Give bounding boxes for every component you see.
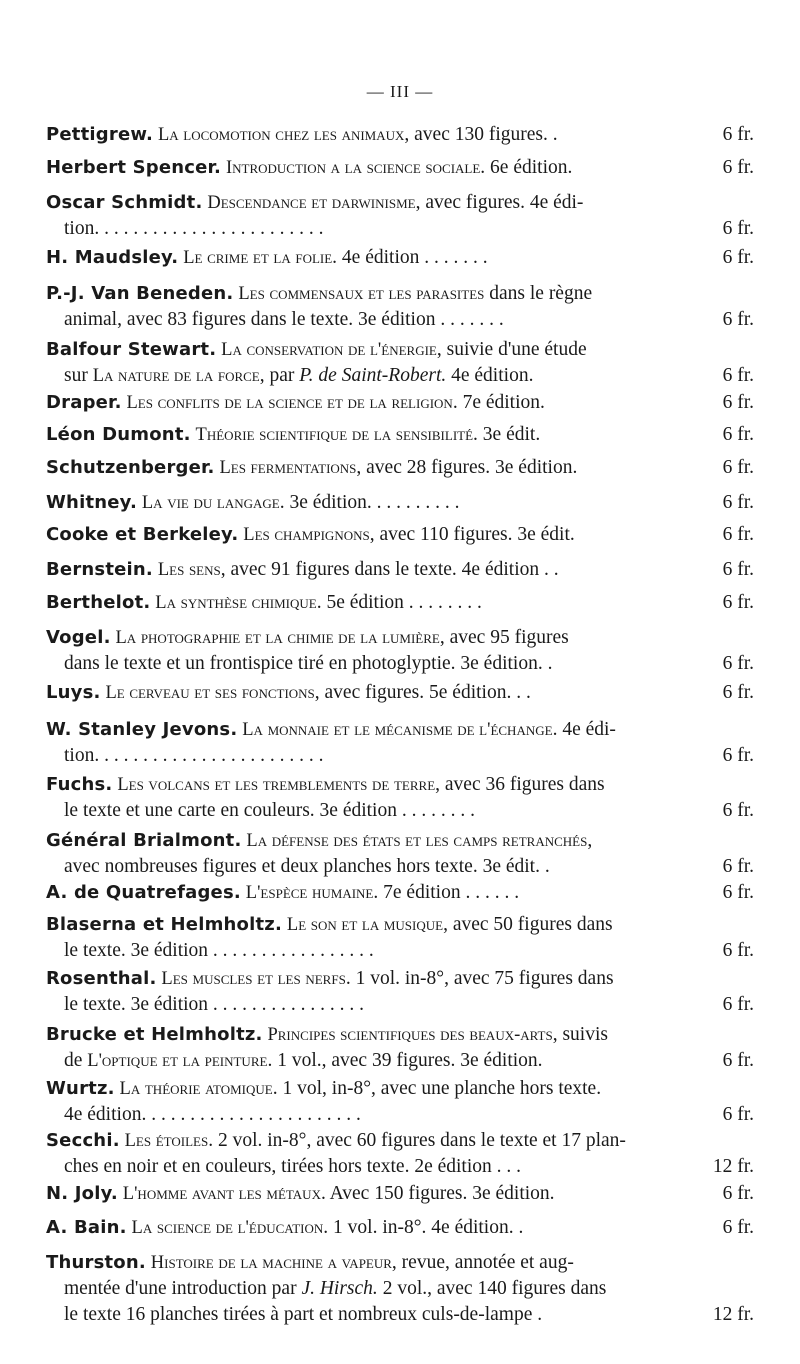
entry-price: 6 fr. (719, 422, 754, 448)
entry-line (46, 190, 754, 216)
entry-author: Schutzenberger. (46, 457, 215, 478)
entry-details: , avec 130 figures. . (404, 124, 558, 145)
entry-title: La monnaie et le mécanisme de l'échange (242, 720, 553, 740)
entry-author: Oscar Schmidt. (46, 192, 203, 213)
entry-editor: J. Hirsch. (301, 1278, 378, 1299)
entry-details: . 7e édition. (452, 392, 545, 413)
entry-title: Les volcans et les tremblements de terre (117, 775, 436, 795)
entry-author: Luys. (46, 682, 101, 703)
entry-title: Les muscles et les nerfs (161, 969, 346, 989)
entry-line (46, 490, 754, 516)
entry-author: A. Bain. (46, 1217, 127, 1238)
entry-title: L'homme avant les métaux (122, 1184, 321, 1204)
entry-continuation: mentée d'une introduction par (64, 1278, 302, 1299)
entry-title: La locomotion chez les animaux (157, 125, 405, 145)
entry-title: Les commensaux et les parasites (238, 284, 485, 304)
entry-author: N. Joly. (46, 1183, 118, 1204)
entry-title: Descendance et darwinisme (207, 193, 416, 213)
entry-subtitle: L'optique et la peinture (87, 1051, 268, 1071)
entry-author: Cooke et Berkeley. (46, 524, 239, 545)
entry-price: 6 fr. (719, 1215, 754, 1241)
entry-author: Secchi. (46, 1130, 120, 1151)
catalog-entry (46, 1215, 754, 1241)
entry-author: Draper. (46, 392, 122, 413)
entry-continuation: le texte 16 planches tirées à part et nombreux culs-de-lampe . (64, 1304, 543, 1325)
entry-author: P.-J. Van Beneden. (46, 283, 234, 304)
entry-title: La conservation de l'énergie (221, 340, 437, 360)
entry-line (46, 966, 754, 992)
entry-title: Le son et la musique (286, 915, 444, 935)
entry-line (46, 363, 754, 389)
entry-author: Général Brialmont. (46, 830, 242, 851)
entry-continuation: tion. . . . . . . . . . . . . . . . . . . . . . . . (64, 218, 324, 239)
entry-details: . 4e édition . . . . . . . (332, 247, 488, 268)
entry-price: 12 fr. (709, 1302, 754, 1328)
entry-line (46, 1302, 754, 1328)
entry-line (46, 854, 754, 880)
entry-line (46, 337, 754, 363)
entry-continuation: avec nombreuses figures et deux planches hors texte. 3e édit. . (64, 856, 550, 877)
catalog-entry (46, 281, 754, 333)
entry-author: Balfour Stewart. (46, 339, 217, 360)
entry-author: Vogel. (46, 627, 111, 648)
entry-continuation: , par (259, 365, 300, 386)
entry-title: Le cerveau et ses fonctions (105, 683, 315, 703)
entry-price: 6 fr. (719, 216, 754, 242)
entry-line (46, 651, 754, 677)
entry-author: Blaserna et Helmholtz. (46, 914, 283, 935)
entry-author: Pettigrew. (46, 124, 154, 145)
entry-price: 6 fr. (719, 155, 754, 181)
entry-title: Principes scientifiques des beaux-arts (267, 1025, 553, 1045)
entry-details: . 3e édition. . . . . . . . . . (279, 492, 460, 513)
catalog-entry (46, 390, 754, 416)
entry-price: 6 fr. (719, 522, 754, 548)
entry-line (46, 828, 754, 854)
entry-line (46, 1128, 754, 1154)
entry-line (46, 992, 754, 1018)
entry-details: , avec 95 figures (439, 627, 569, 648)
catalog-entry (46, 590, 754, 616)
entry-line (46, 1250, 754, 1276)
entry-details: . 1 vol. in-8°. 4e édition. . (323, 1217, 524, 1238)
entry-continuation: ches en noir et en couleurs, tirées hors texte. 2e édition . . . (64, 1156, 522, 1177)
entry-author: Berthelot. (46, 592, 151, 613)
entry-line (46, 1154, 754, 1180)
entry-details: . 6e édition. (480, 157, 573, 178)
entry-price: 6 fr. (719, 1102, 754, 1128)
entry-line (46, 422, 754, 448)
entry-title: Les champignons (243, 525, 370, 545)
entry-details: , avec 28 figures. 3e édition. (356, 457, 578, 478)
entry-price: 6 fr. (719, 557, 754, 583)
entry-details: , (587, 830, 593, 851)
catalog-entry (46, 828, 754, 880)
entry-author: Léon Dumont. (46, 424, 191, 445)
entry-details: , avec 91 figures dans le texte. 4e édition . . (220, 559, 559, 580)
entry-details: , avec figures. 4e édi- (415, 192, 584, 213)
entry-continuation: sur (64, 365, 93, 386)
entry-author: W. Stanley Jevons. (46, 719, 238, 740)
entry-line (46, 245, 754, 271)
catalog-entry (46, 122, 754, 148)
entry-line (46, 455, 754, 481)
entry-continuation: le texte. 3e édition . . . . . . . . . . . . . . . . (64, 994, 365, 1015)
catalog-entry (46, 1181, 754, 1207)
entry-price: 6 fr. (719, 680, 754, 706)
entry-price: 6 fr. (719, 122, 754, 148)
catalog-entry (46, 522, 754, 548)
entry-price: 6 fr. (719, 245, 754, 271)
entry-line (46, 557, 754, 583)
catalog-entry (46, 455, 754, 481)
entry-line (46, 1215, 754, 1241)
entry-title: Les étoiles (124, 1131, 209, 1151)
entry-continuation: tion. . . . . . . . . . . . . . . . . . . . . . . . (64, 745, 324, 766)
entry-continuation: 4e édition. . . . . . . . . . . . . . . . . . . . . . . (64, 1104, 361, 1125)
entry-details: . Avec 150 figures. 3e édition. (320, 1183, 555, 1204)
entry-details: , avec 110 figures. 3e édit. (369, 524, 575, 545)
entry-title: Les sens (157, 560, 221, 580)
entry-continuation: le texte et une carte en couleurs. 3e édition . . . . . . . . (64, 800, 475, 821)
entry-line (46, 912, 754, 938)
entry-line (46, 390, 754, 416)
entry-details: . 2 vol. in-8°, avec 60 figures dans le texte et 17 plan- (208, 1130, 626, 1151)
entry-details: . 7e édition . . . . . . (373, 882, 520, 903)
entry-price: 6 fr. (719, 743, 754, 769)
entry-details: . 1 vol, in-8°, avec une planche hors texte. (272, 1078, 602, 1099)
entry-details: . 1 vol. in-8°, avec 75 figures dans (345, 968, 614, 989)
entry-details: . 5e édition . . . . . . . . (316, 592, 482, 613)
entry-line (46, 307, 754, 333)
entry-title: La défense des états et les camps retranchés (246, 831, 588, 851)
entry-title: Théorie scientifique de la sensibilité (195, 425, 474, 445)
page-number: — III — (366, 82, 434, 101)
entry-line (46, 522, 754, 548)
entry-title: La synthèse chimique (155, 593, 317, 613)
entry-line (46, 743, 754, 769)
entry-details: dans le règne (484, 283, 593, 304)
entry-details: , revue, annotée et aug- (391, 1252, 574, 1273)
entry-line (46, 155, 754, 181)
entry-author: Wurtz. (46, 1078, 115, 1099)
entry-continuation: le texte. 3e édition . . . . . . . . . . . . . . . . . (64, 940, 374, 961)
entry-price: 6 fr. (719, 854, 754, 880)
catalog-entry (46, 245, 754, 271)
entry-line (46, 772, 754, 798)
entry-continuation: animal, avec 83 figures dans le texte. 3e édition . . . . . . . (64, 309, 504, 330)
entry-author: A. de Quatrefages. (46, 882, 241, 903)
entry-author: Herbert Spencer. (46, 157, 222, 178)
entry-details: . 4e édi- (552, 719, 616, 740)
entry-line (46, 625, 754, 651)
entry-title: Les fermentations (219, 458, 357, 478)
entry-title: La vie du langage (141, 493, 280, 513)
entry-line (46, 880, 754, 906)
entry-line (46, 1181, 754, 1207)
catalog-entry (46, 880, 754, 906)
entry-details: , avec 50 figures dans (443, 914, 613, 935)
entry-editor: P. de Saint-Robert. (299, 365, 447, 386)
entry-author: Rosenthal. (46, 968, 157, 989)
entry-line (46, 717, 754, 743)
entry-title: L'espèce humaine (245, 883, 374, 903)
entry-price: 6 fr. (719, 651, 754, 677)
entry-price: 6 fr. (719, 880, 754, 906)
entry-details: , avec 36 figures dans (435, 774, 605, 795)
entry-author: Whitney. (46, 492, 137, 513)
catalog-entry (46, 422, 754, 448)
entry-continuation: . 1 vol., avec 39 figures. 3e édition. (267, 1050, 543, 1071)
entry-details: , suivie d'une étude (436, 339, 587, 360)
entry-line (46, 1022, 754, 1048)
catalog-entry (46, 717, 754, 769)
entry-price: 6 fr. (719, 307, 754, 333)
entry-price: 6 fr. (719, 455, 754, 481)
catalog-entry (46, 625, 754, 677)
entry-details: , avec figures. 5e édition. . . (314, 682, 531, 703)
catalog-entry (46, 190, 754, 242)
entry-price: 6 fr. (719, 590, 754, 616)
entry-author: H. Maudsley. (46, 247, 179, 268)
entry-title: La théorie atomique (119, 1079, 273, 1099)
catalog-entry (46, 1128, 754, 1180)
entry-title: Les conflits de la science et de la religion (126, 393, 453, 413)
entry-price: 6 fr. (719, 1048, 754, 1074)
entry-details: , suivis (552, 1024, 608, 1045)
catalog-entry (46, 490, 754, 516)
entry-title: Histoire de la machine a vapeur (150, 1253, 392, 1273)
entry-author: Fuchs. (46, 774, 113, 795)
entry-line (46, 122, 754, 148)
entry-price: 6 fr. (719, 390, 754, 416)
entry-title: Introduction a la science sociale (225, 158, 481, 178)
catalog-entry (46, 680, 754, 706)
catalog-entry (46, 1076, 754, 1128)
catalog-entry (46, 557, 754, 583)
entry-price: 6 fr. (719, 363, 754, 389)
entry-author: Thurston. (46, 1252, 146, 1273)
entry-line (46, 1048, 754, 1074)
entry-author: Bernstein. (46, 559, 153, 580)
catalog-entry (46, 966, 754, 1018)
entry-price: 6 fr. (719, 992, 754, 1018)
entry-price: 6 fr. (719, 490, 754, 516)
entry-author: Brucke et Helmholtz. (46, 1024, 263, 1045)
entry-price: 6 fr. (719, 1181, 754, 1207)
entry-line (46, 938, 754, 964)
entry-subtitle: La nature de la force (92, 366, 260, 386)
catalog-entry (46, 912, 754, 964)
catalog-entry (46, 155, 754, 181)
entry-line (46, 1276, 754, 1302)
entry-title: La photographie et la chimie de la lumière (115, 628, 440, 648)
entry-continuation: 4e édition. (446, 365, 534, 386)
entry-line (46, 680, 754, 706)
entry-continuation: de (64, 1050, 88, 1071)
entry-continuation: 2 vol., avec 140 figures dans (377, 1278, 607, 1299)
entry-price: 6 fr. (719, 938, 754, 964)
entry-continuation: dans le texte et un frontispice tiré en photoglyptie. 3e édition. . (64, 653, 553, 674)
entry-line (46, 590, 754, 616)
entry-line (46, 216, 754, 242)
entry-line (46, 281, 754, 307)
entry-details: . 3e édit. (473, 424, 541, 445)
entry-price: 12 fr. (709, 1154, 754, 1180)
catalog-entry (46, 772, 754, 824)
catalog-entry (46, 1250, 754, 1328)
entry-line (46, 1076, 754, 1102)
entry-line (46, 798, 754, 824)
catalog-entry (46, 337, 754, 389)
entry-price: 6 fr. (719, 798, 754, 824)
entry-title: La science de l'éducation (131, 1218, 324, 1238)
catalog-entry (46, 1022, 754, 1074)
entry-line (46, 1102, 754, 1128)
entry-title: Le crime et la folie (183, 248, 333, 268)
